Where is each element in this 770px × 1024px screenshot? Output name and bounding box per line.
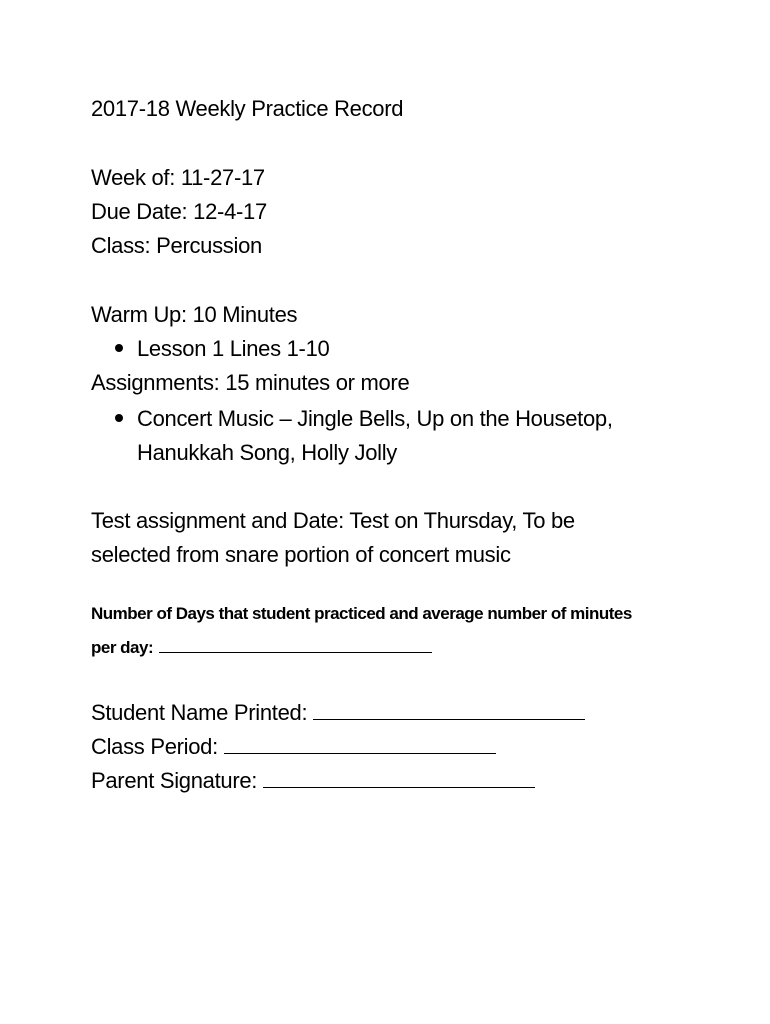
student-name-label: Student Name Printed: <box>91 700 308 725</box>
assignment-item-continued: Hanukkah Song, Holly Jolly <box>137 440 398 465</box>
week-of-text: Week of: 11-27-17 <box>91 165 265 190</box>
practice-days-blank[interactable] <box>159 632 432 653</box>
assignments-heading: Assignments: 15 minutes or more <box>91 370 410 395</box>
class-period-line <box>91 732 496 762</box>
parent-signature-blank[interactable] <box>263 767 535 788</box>
warm-up-heading: Warm Up: 10 Minutes <box>91 302 298 327</box>
class-period-blank[interactable] <box>224 733 496 754</box>
class-text: Class: Percussion <box>91 233 262 258</box>
page-title: 2017-18 Weekly Practice Record <box>91 96 404 121</box>
bullet-icon <box>115 344 123 352</box>
practice-question-line-1: Number of Days that student practiced and average number of minutes <box>91 604 632 623</box>
parent-signature-label: Parent Signature: <box>91 768 258 793</box>
warm-up-item-text: Lesson 1 Lines 1-10 <box>137 336 330 361</box>
test-line-2: selected from snare portion of concert music <box>91 542 511 567</box>
due-date-text: Due Date: 12-4-17 <box>91 199 267 224</box>
class-period-label: Class Period: <box>91 734 218 759</box>
practice-question-line-2 <box>91 632 432 663</box>
practice-question-label: per day: <box>91 638 154 657</box>
assignment-item <box>115 404 613 434</box>
parent-signature-line <box>91 766 535 796</box>
bullet-icon <box>115 414 123 422</box>
warm-up-item <box>115 334 329 364</box>
student-name-line <box>91 698 585 728</box>
student-name-blank[interactable] <box>313 699 585 720</box>
test-line-1: Test assignment and Date: Test on Thursday, To be <box>91 508 575 533</box>
assignment-item-text: Concert Music – Jingle Bells, Up on the Housetop, <box>137 406 613 431</box>
